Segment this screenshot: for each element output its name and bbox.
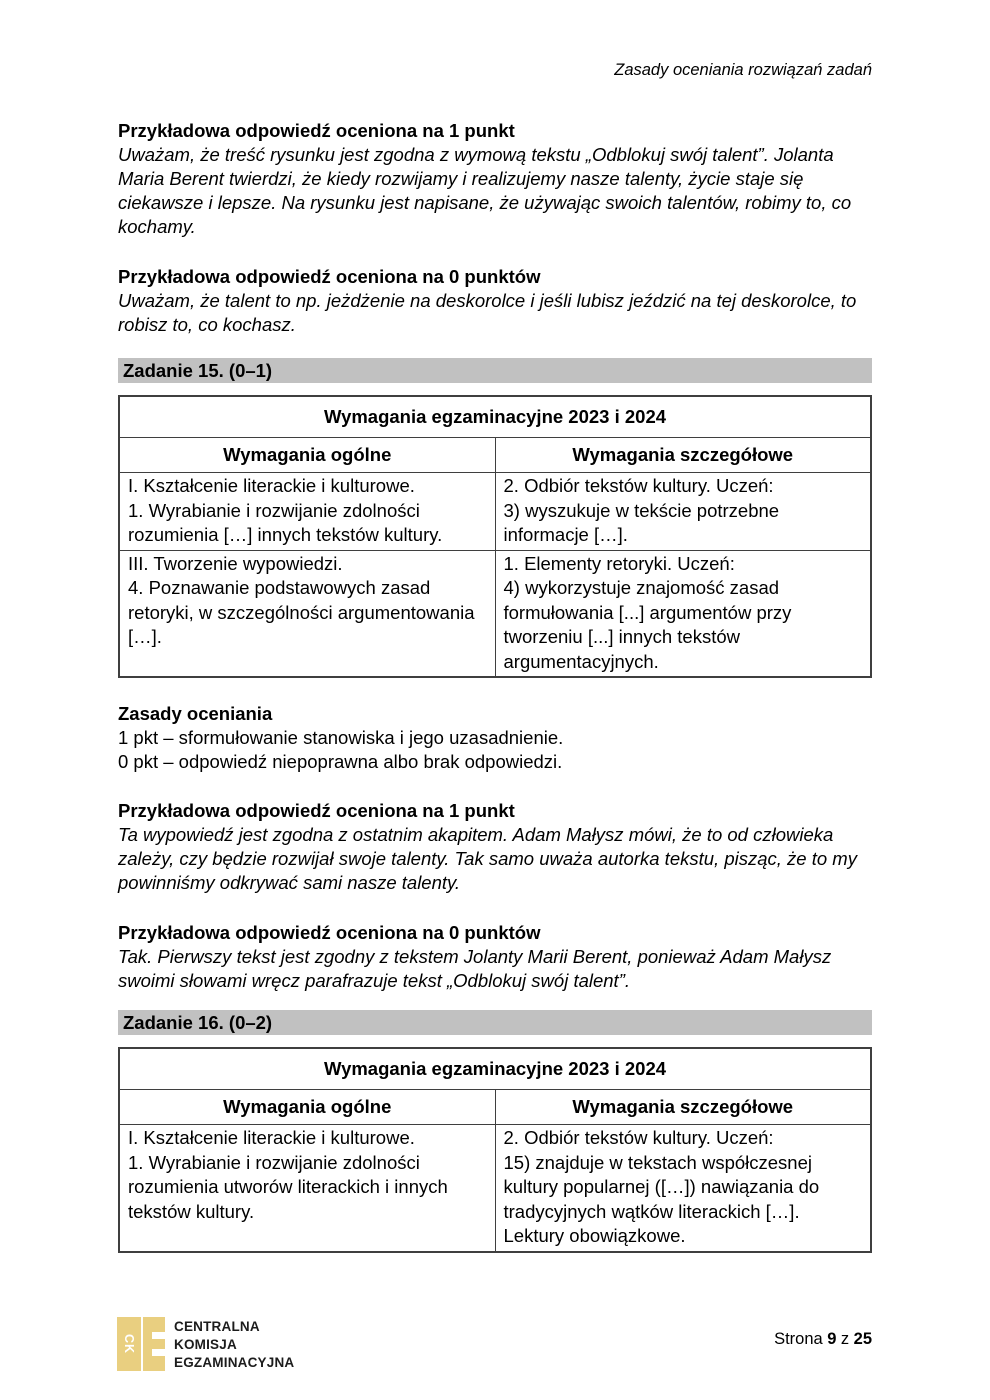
task-16-bar: Zadanie 16. (0–2) — [118, 1010, 872, 1035]
page-number-label — [774, 1329, 872, 1349]
cke-org-line: CENTRALNA — [174, 1319, 260, 1334]
table-title: Wymagania egzaminacyjne 2023 i 2024 — [119, 1048, 871, 1090]
page-total: 25 — [853, 1330, 872, 1348]
page-current: 9 — [827, 1330, 837, 1348]
sample-answer-0pt-text: Tak. Pierwszy tekst jest zgodny z tekstem Jolanty Marii Berent, ponieważ Adam Małysz swoimi słowami wręcz parafrazuje tekst „Odblokuj swój talent”. — [118, 946, 832, 991]
sample-answer-1pt-heading: Przykładowa odpowiedź oceniona na 1 punkt — [118, 120, 515, 141]
cke-logo-ck-strip — [117, 1317, 141, 1371]
general-requirements-cell: I. Kształcenie literackie i kulturowe. 1. Wyrabianie i rozwijanie zdolności rozumienia […] innych tekstów kultury. — [119, 473, 495, 551]
page-word: Strona — [774, 1330, 823, 1348]
cke-logo-e-notch — [152, 1332, 165, 1339]
cke-logo-e-shape — [143, 1317, 165, 1371]
table-row — [119, 550, 871, 677]
scoring-rule-1pt: 1 pkt – sformułowanie stanowiska i jego uzasadnienie. — [118, 727, 564, 748]
page-content — [118, 0, 872, 1253]
col-header-general: Wymagania ogólne — [119, 1090, 495, 1125]
cke-org-line: EGZAMINACYJNA — [174, 1355, 295, 1370]
cke-org-line: KOMISJA — [174, 1337, 237, 1352]
cke-logo-ck-letters: CK — [122, 1333, 136, 1355]
general-requirements-cell: III. Tworzenie wypowiedzi. 4. Poznawanie podstawowych zasad retoryki, w szczególności argumentowania […]. — [119, 550, 495, 677]
cke-logo-mark — [117, 1317, 165, 1371]
table-header-row — [119, 438, 871, 473]
general-requirements-cell: I. Kształcenie literackie i kulturowe. 1. Wyrabianie i rozwijanie zdolności rozumienia utworów literackich i innych tekstów kultury. — [119, 1125, 495, 1252]
sample-answer-1pt-text: Uważam, że treść rysunku jest zgodna z wymową tekstu „Odblokuj swój talent”. Jolanta Maria Berent twierdzi, że kiedy rozwijamy i realizujemy nasze talenty, życie staje się ciekawsze i lepsze. Na rysunku jest napisane, że używając swoich talentów, robimy to, co kochamy. — [118, 144, 852, 237]
requirements-table-task-16 — [118, 1047, 872, 1253]
table-row — [119, 1125, 871, 1252]
cke-logo-e-notch — [152, 1349, 165, 1356]
scoring-rules-heading: Zasady oceniania — [118, 703, 273, 724]
specific-requirements-cell: 2. Odbiór tekstów kultury. Uczeń: 3) wyszukuje w tekście potrzebne informacje […]. — [495, 473, 871, 551]
page-separator: z — [840, 1330, 850, 1348]
running-header: Zasady oceniania rozwiązań zadań — [614, 61, 872, 79]
task-15-bar: Zadanie 15. (0–1) — [118, 358, 872, 383]
col-header-specific: Wymagania szczegółowe — [495, 438, 871, 473]
sample-answer-0pt-text: Uważam, że talent to np. jeżdżenie na deskorolce i jeśli lubisz jeździć na tej deskorolce, to robisz to, co kochasz. — [118, 290, 857, 335]
col-header-general: Wymagania ogólne — [119, 438, 495, 473]
requirements-table-task-15 — [118, 395, 872, 678]
sample-answer-1pt-heading: Przykładowa odpowiedź oceniona na 1 punkt — [118, 800, 515, 821]
table-header-row — [119, 1090, 871, 1125]
specific-requirements-cell: 2. Odbiór tekstów kultury. Uczeń: 15) znajduje w tekstach współczesnej kultury popularnej ([…]) nawiązania do tradycyjnych wątków literackich […]. Lektury obowiązkowe. — [495, 1125, 871, 1252]
table-title: Wymagania egzaminacyjne 2023 i 2024 — [119, 396, 871, 438]
cke-logo — [117, 1317, 294, 1372]
sample-answer-0pt-heading: Przykładowa odpowiedź oceniona na 0 punktów — [118, 922, 541, 943]
table-title-row — [119, 1048, 871, 1090]
table-row — [119, 473, 871, 551]
sample-answer-0pt-heading: Przykładowa odpowiedź oceniona na 0 punktów — [118, 266, 541, 287]
sample-answer-1pt-text: Ta wypowiedź jest zgodna z ostatnim akapitem. Adam Małysz mówi, że to od człowieka zależy, czy będzie rozwijał swoje talenty. Tak samo uważa autorka tekstu, pisząc, że to my powinniśmy odkrywać sami nasze talenty. — [118, 824, 857, 893]
cke-org-name — [174, 1317, 294, 1372]
table-title-row — [119, 396, 871, 438]
scoring-rule-0pt: 0 pkt – odpowiedź niepoprawna albo brak odpowiedzi. — [118, 751, 563, 772]
col-header-specific: Wymagania szczegółowe — [495, 1090, 871, 1125]
specific-requirements-cell: 1. Elementy retoryki. Uczeń: 4) wykorzystuje znajomość zasad formułowania [...] argumentów przy tworzeniu [...] innych tekstów argumentacyjnych. — [495, 550, 871, 677]
